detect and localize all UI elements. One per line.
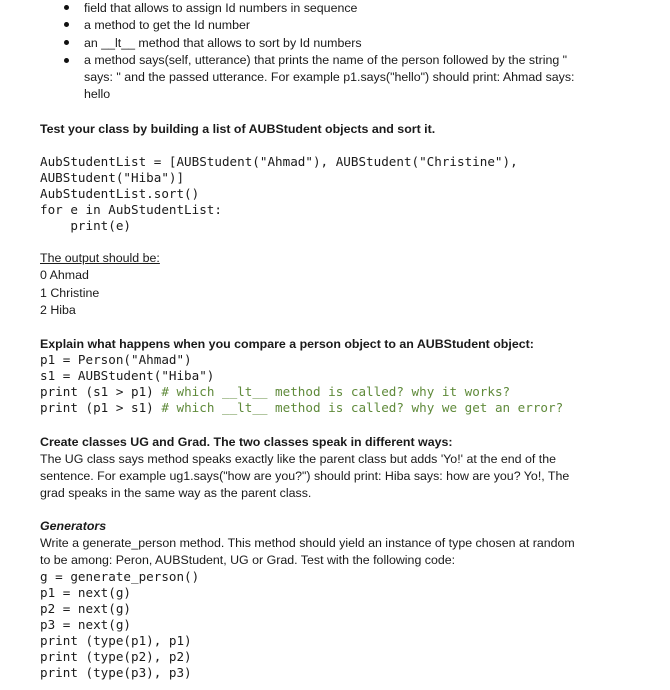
code-line: g = generate_person(): [40, 569, 200, 584]
bullet-item-continuation: says: " and the passed utterance. For example p1.says("hello") should print: Ahmad says:: [84, 70, 575, 84]
bullet-dot: [64, 58, 69, 63]
code-print: print (p1 > s1): [40, 400, 162, 415]
output-line: 0 Ahmad: [40, 268, 89, 282]
section-heading-generators: Generators: [40, 519, 107, 533]
body-line: to be among: Peron, AUBStudent, UG or Grad. Test with the following code:: [40, 553, 456, 567]
code-line: AubStudentList = [AUBStudent("Ahmad"), AUBStudent("Christine"),: [40, 154, 518, 169]
output-line: 2 Hiba: [40, 303, 76, 317]
bullet-dot: [64, 5, 69, 10]
code-line: AubStudentList.sort(): [40, 186, 200, 201]
section-heading-ug-grad: Create classes UG and Grad. The two classes speak in different ways:: [40, 435, 453, 449]
bullet-item: field that allows to assign Id numbers in sequence: [84, 1, 358, 15]
bullet-dot: [64, 22, 69, 27]
body-line: grad speaks in the same way as the parent class.: [40, 486, 312, 500]
code-line: [40, 384, 510, 400]
code-print: print (s1 > p1): [40, 384, 162, 399]
body-line: The UG class says method speaks exactly like the parent class but adds 'Yo!' at the end of the: [40, 452, 557, 466]
code-comment: # which __lt__ method is called? why we get an error?: [161, 400, 564, 415]
section-heading-compare: Explain what happens when you compare a person object to an AUBStudent object:: [40, 337, 534, 351]
bullet-dot: [64, 40, 69, 45]
bullet-item: a method to get the Id number: [84, 18, 251, 32]
bullet-item: a method says(self, utterance) that prints the name of the person followed by the string ": [84, 53, 568, 67]
code-comment: # which __lt__ method is called? why it works?: [161, 384, 511, 399]
code-line: p1 = Person("Ahmad"): [40, 352, 192, 367]
code-line: p2 = next(g): [40, 601, 131, 616]
section-heading-test-class: Test your class by building a list of AUBStudent objects and sort it.: [40, 122, 436, 136]
code-line: AUBStudent("Hiba")]: [40, 170, 185, 185]
body-line: sentence. For example ug1.says("how are you?") should print: Hiba says: how are you? Yo!, The: [40, 469, 570, 483]
code-line: print (type(p1), p1): [40, 633, 192, 648]
bullet-item-continuation: hello: [84, 87, 111, 101]
code-line: s1 = AUBStudent("Hiba"): [40, 368, 215, 383]
bullet-item: an __lt__ method that allows to sort by Id numbers: [84, 36, 362, 50]
code-line: print(e): [40, 218, 131, 233]
code-line: print (type(p3), p3): [40, 665, 192, 680]
output-label: The output should be:: [40, 251, 160, 265]
code-line: for e in AubStudentList:: [40, 202, 222, 217]
code-line: p1 = next(g): [40, 585, 131, 600]
body-line: Write a generate_person method. This method should yield an instance of type chosen at random: [40, 536, 575, 550]
code-line: print (type(p2), p2): [40, 649, 192, 664]
output-line: 1 Christine: [40, 286, 100, 300]
code-line: [40, 400, 563, 416]
code-line: p3 = next(g): [40, 617, 131, 632]
